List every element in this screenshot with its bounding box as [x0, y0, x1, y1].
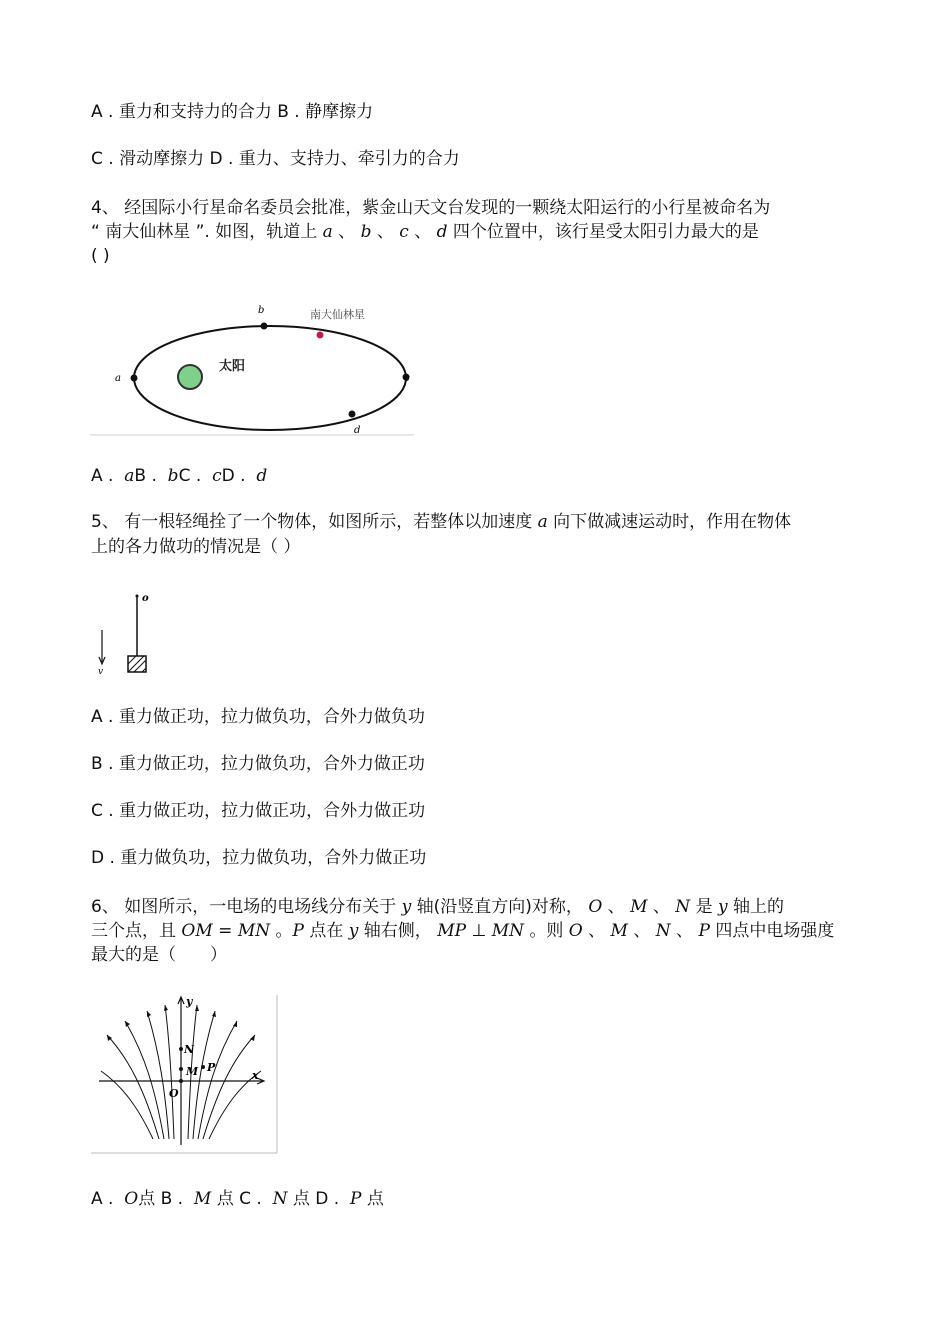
label-N: N	[184, 1043, 195, 1056]
orbit-figure	[88, 298, 418, 440]
label-c: c	[404, 373, 410, 384]
point-M	[179, 1067, 183, 1071]
sun-label: 太阳	[219, 359, 246, 374]
label-v: v	[98, 667, 104, 677]
point-b	[261, 323, 268, 330]
q6-stem-line-3: 最大的是（ ）	[91, 945, 227, 965]
label-M: M	[186, 1065, 199, 1078]
label-d: d	[354, 425, 361, 436]
orbit-ellipse	[134, 326, 406, 430]
q3-options-line-1: A . 重力和支持力的合力 B . 静摩擦力	[91, 102, 374, 122]
q6-stem-line-2: 三个点，且 OM = MN 。P 点在 y 轴右侧， MP ⊥ MN 。则 O 、 M 、 N 、 P 四点中电场强度	[91, 921, 835, 941]
field-figure	[89, 993, 281, 1157]
q3-options-line-2: C . 滑动摩擦力 D . 重力、支持力、牵引力的合力	[91, 149, 460, 169]
point-d	[349, 411, 356, 418]
q6-stem-line-1: 6、 如图所示，一电场的电场线分布关于 y 轴(沿竖直方向)对称， O 、 M 、 N 是 y 轴上的	[91, 897, 784, 917]
rope-figure	[90, 588, 160, 680]
point-a	[131, 375, 138, 382]
q4-stem-line-2: “ 南大仙林星 ”. 如图，轨道上 a 、 b 、 c 、 d 四个位置中，该行星受太阳引力最大的是	[91, 222, 759, 242]
q5-option-c: C . 重力做正功，拉力做正功，合外力做正功	[91, 801, 426, 821]
q5-option-a: A . 重力做正功，拉力做负功，合外力做负功	[91, 707, 425, 727]
label-P: P	[207, 1061, 216, 1074]
q5-option-b: B . 重力做正功，拉力做负功，合外力做正功	[91, 754, 425, 774]
q4-options: A . aB . bC . cD . d	[91, 466, 268, 486]
q5-stem-line-2: 上的各力做功的情况是（ ）	[91, 537, 301, 557]
q4-stem-line-3: ( )	[91, 246, 110, 266]
q4-stem-line-1: 4、 经国际小行星命名委员会批准，紫金山天文台发现的一颗绕太阳运行的小行星被命名为	[91, 198, 771, 218]
star-label: 南大仙林星	[310, 308, 365, 321]
q5-option-d: D . 重力做负功，拉力做负功，合外力做正功	[91, 848, 427, 868]
point-o	[136, 595, 139, 598]
label-O: O	[169, 1087, 179, 1100]
sun-icon	[178, 365, 202, 389]
label-a: a	[115, 373, 121, 384]
q5-stem-line-1: 5、 有一根轻绳拴了一个物体，如图所示，若整体以加速度 a 向下做减速运动时，作用在物体	[91, 512, 792, 532]
point-P	[201, 1065, 205, 1069]
label-b: b	[258, 305, 265, 316]
point-N	[179, 1047, 183, 1051]
label-o: o	[142, 593, 149, 604]
label-y: y	[186, 995, 193, 1008]
q6-options: A . O点 B . M 点 C . N 点 D . P 点	[91, 1189, 384, 1209]
point-O	[179, 1079, 183, 1083]
star-marker	[317, 332, 324, 339]
label-x: x	[252, 1069, 259, 1082]
